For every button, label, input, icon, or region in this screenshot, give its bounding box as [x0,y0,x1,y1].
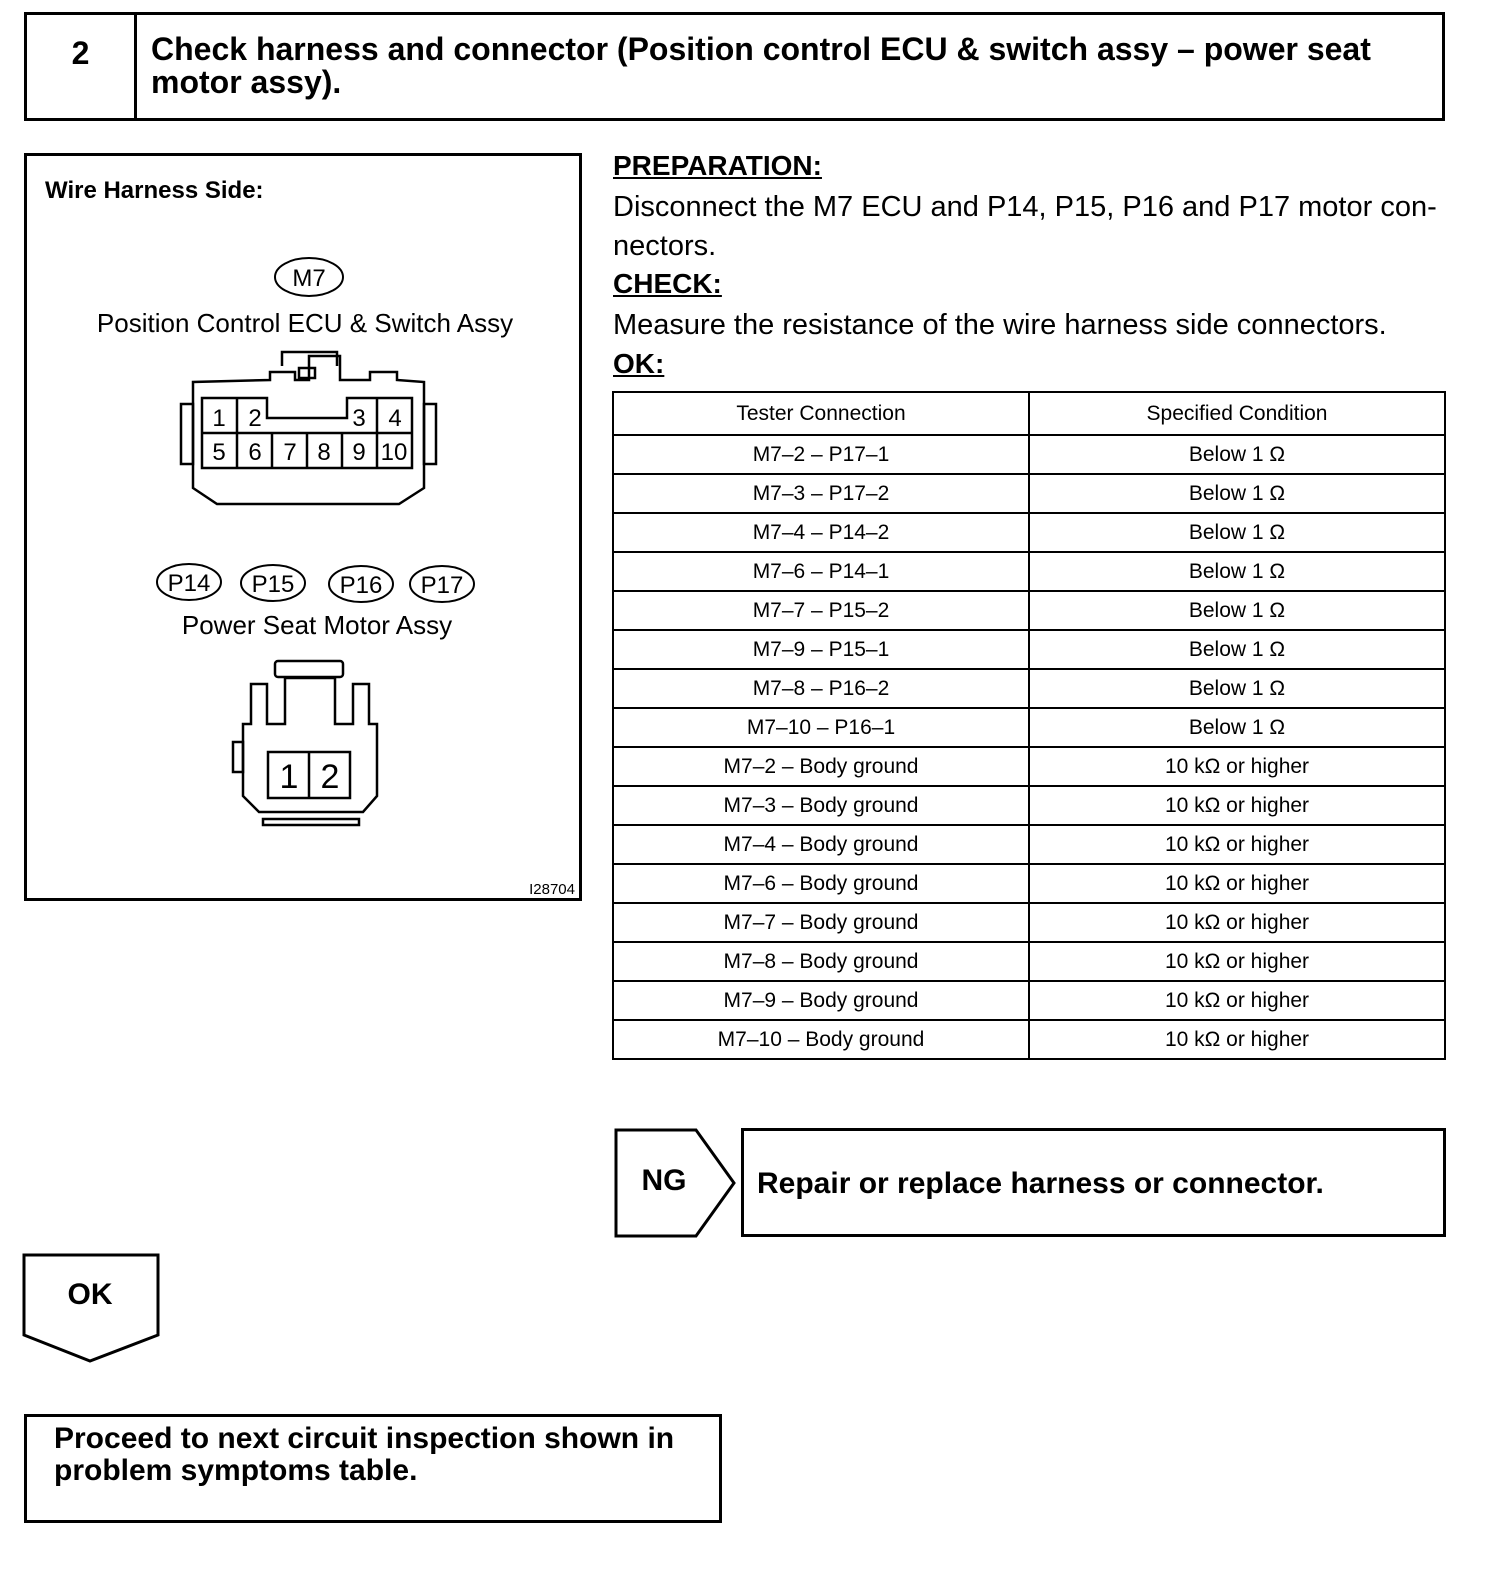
m7-code: M7 [292,265,326,292]
tester-connection-cell: M7–10 – P16–1 [613,708,1029,747]
table-row [613,942,1445,981]
motor-code: P15 [251,571,295,598]
table-row [613,786,1445,825]
motor-connector-drawing [233,661,377,825]
ng-action-text: Repair or replace harness or connector. [757,1167,1324,1200]
ecu-pin: 7 [283,439,297,466]
table-header-row [613,392,1445,435]
specified-condition-cell: Below 1 Ω [1029,708,1445,747]
motor-pin: 2 [320,758,340,796]
ok-action-box [24,1414,722,1523]
tester-connection-cell: M7–6 – Body ground [613,864,1029,903]
resistance-spec-table [612,391,1446,1060]
diagram-heading: Wire Harness Side: [45,177,264,204]
motor-code: P14 [167,570,211,597]
ecu-pin: 1 [212,405,226,432]
specified-condition-cell: Below 1 Ω [1029,630,1445,669]
figure-id: I28704 [529,881,575,898]
specified-condition-cell: 10 kΩ or higher [1029,1020,1445,1059]
table-row [613,435,1445,474]
ng-label: NG [641,1164,687,1197]
specified-condition-cell: 10 kΩ or higher [1029,825,1445,864]
check-label: CHECK: [613,268,722,299]
ng-action-box [741,1128,1446,1237]
table-row [613,552,1445,591]
specified-condition-cell: 10 kΩ or higher [1029,942,1445,981]
specified-condition-cell: Below 1 Ω [1029,552,1445,591]
specified-condition-cell: Below 1 Ω [1029,669,1445,708]
tester-connection-cell: M7–7 – P15–2 [613,591,1029,630]
ecu-pin: 8 [317,439,331,466]
ecu-connector-name: Position Control ECU & Switch Assy [96,308,514,338]
step-title: Check harness and connector (Position control ECU & switch assy – power seat motor assy). [151,31,1371,100]
table-row [613,708,1445,747]
specified-condition-cell: Below 1 Ω [1029,435,1445,474]
tester-connection-cell: M7–9 – P15–1 [613,630,1029,669]
ecu-pin: 9 [352,439,366,466]
table-row [613,981,1445,1020]
motor-code: P17 [420,572,464,599]
motor-pin: 1 [279,758,299,796]
connector-diagram [24,153,582,901]
tester-connection-cell: M7–3 – P17–2 [613,474,1029,513]
table-row [613,630,1445,669]
check-text: Measure the resistance of the wire harness side connectors. [613,309,1387,341]
tester-connection-cell: M7–9 – Body ground [613,981,1029,1020]
preparation-line-1: Disconnect the M7 ECU and P14, P15, P16 and P17 motor con- [613,191,1437,223]
tester-connection-cell: M7–2 – P17–1 [613,435,1029,474]
tester-connection-cell: M7–4 – Body ground [613,825,1029,864]
table-row [613,669,1445,708]
specified-condition-cell: 10 kΩ or higher [1029,981,1445,1020]
preparation-line-2: nectors. [613,230,717,262]
specified-condition-cell: 10 kΩ or higher [1029,903,1445,942]
ok-label: OK: [613,348,665,379]
tester-connection-cell: M7–3 – Body ground [613,786,1029,825]
tester-connection-cell: M7–2 – Body ground [613,747,1029,786]
table-row [613,591,1445,630]
tester-connection-cell: M7–8 – Body ground [613,942,1029,981]
tester-connection-cell: M7–8 – P16–2 [613,669,1029,708]
ecu-pin: 5 [212,439,226,466]
tester-connection-cell: M7–4 – P14–2 [613,513,1029,552]
specified-condition-cell: 10 kΩ or higher [1029,864,1445,903]
specified-condition-cell: Below 1 Ω [1029,513,1445,552]
table-row [613,747,1445,786]
specified-condition-cell: 10 kΩ or higher [1029,747,1445,786]
table-row [613,903,1445,942]
ecu-pin: 2 [248,405,262,432]
motor-code: P16 [339,572,383,599]
tester-connection-cell: M7–10 – Body ground [613,1020,1029,1059]
table-header-cell: Tester Connection [613,392,1029,435]
connector-illustration [27,156,579,898]
specified-condition-cell: Below 1 Ω [1029,474,1445,513]
ecu-pin: 6 [248,439,262,466]
table-header-cell: Specified Condition [1029,392,1445,435]
table-row [613,864,1445,903]
ecu-pin: 10 [380,439,408,466]
table-row [613,825,1445,864]
specified-condition-cell: Below 1 Ω [1029,591,1445,630]
ecu-pin: 4 [388,405,402,432]
specified-condition-cell: 10 kΩ or higher [1029,786,1445,825]
tester-connection-cell: M7–6 – P14–1 [613,552,1029,591]
table-row [613,474,1445,513]
step-header [24,12,1445,121]
step-number: 2 [27,15,137,118]
motor-connector-name: Power Seat Motor Assy [181,610,453,640]
preparation-label: PREPARATION: [613,150,822,181]
table-row [613,513,1445,552]
ok-action-text: Proceed to next circuit inspection shown in problem symptoms table. [54,1422,675,1487]
table-row [613,1020,1445,1059]
ecu-pin: 3 [352,405,366,432]
ok-arrow-label: OK [67,1278,113,1311]
tester-connection-cell: M7–7 – Body ground [613,903,1029,942]
